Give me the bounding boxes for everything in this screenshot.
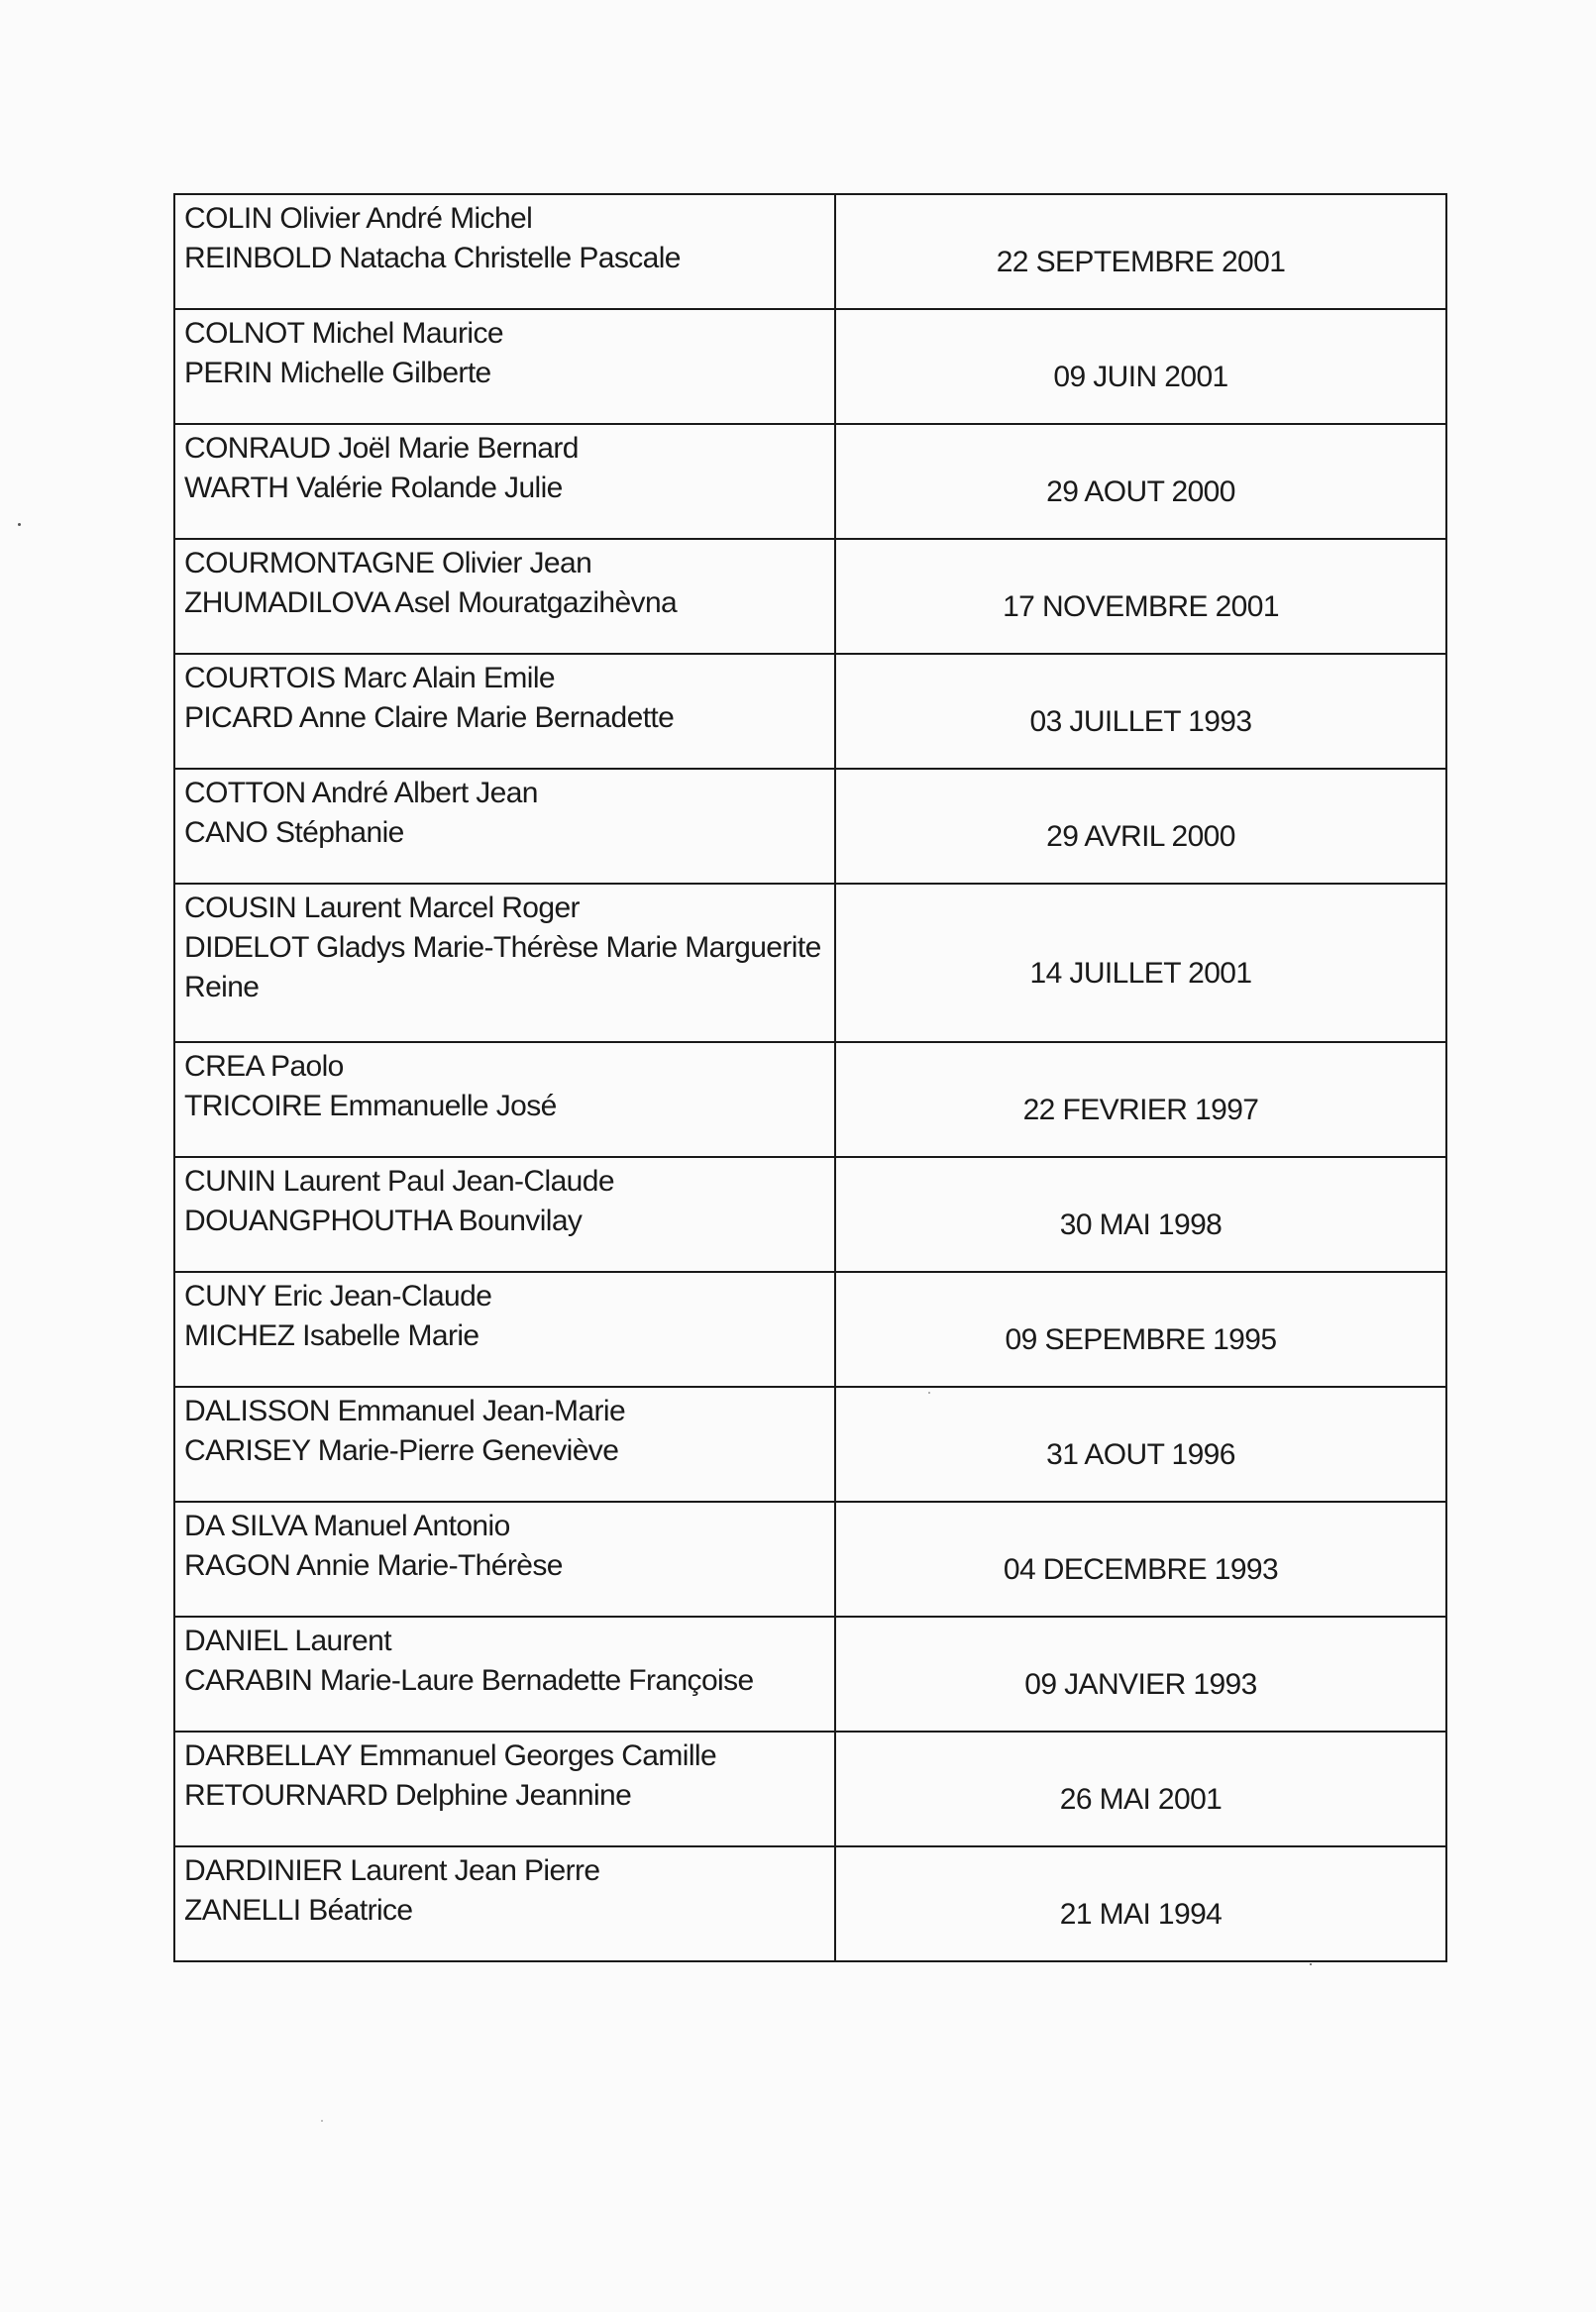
- marriage-date-cell: [835, 1157, 1446, 1272]
- marriage-date: 26 MAI 2001: [1059, 1783, 1223, 1816]
- spouse-1-name: CONRAUD Joël Marie Bernard: [184, 432, 579, 465]
- marriage-date-cell: [835, 654, 1446, 769]
- spouse-1-name: COURTOIS Marc Alain Emile: [184, 662, 555, 694]
- spouses-names-cell: [174, 194, 835, 309]
- spouse-2-name: MICHEZ Isabelle Marie: [184, 1319, 479, 1352]
- spouse-2-name: ZHUMADILOVA Asel Mouratgazihèvna: [184, 586, 678, 619]
- scan-speck: [321, 2120, 323, 2122]
- marriage-date: 29 AOUT 2000: [1046, 475, 1235, 508]
- spouse-1-name: CUNY Eric Jean-Claude: [184, 1280, 492, 1313]
- spouse-2-name: PICARD Anne Claire Marie Bernadette: [184, 701, 675, 734]
- marriage-date-cell: [835, 884, 1446, 1042]
- spouse-2-name: PERIN Michelle Gilberte: [184, 357, 491, 389]
- marriage-date-cell: [835, 1502, 1446, 1617]
- spouse-2-name: RAGON Annie Marie-Thérèse: [184, 1549, 563, 1582]
- spouse-1-name: COTTON André Albert Jean: [184, 777, 538, 809]
- registry-row: [174, 769, 1446, 884]
- spouse-2-name: DIDELOT Gladys Marie-Thérèse Marie Marguerite: [184, 931, 821, 964]
- spouse-1-name: COLIN Olivier André Michel: [184, 202, 533, 235]
- spouse-1-name: CREA Paolo: [184, 1050, 344, 1083]
- spouse-2-name: DOUANGPHOUTHA Bounvilay: [184, 1205, 583, 1237]
- marriage-date: 14 JUILLET 2001: [1029, 957, 1252, 990]
- registry-row: [174, 1157, 1446, 1272]
- registry-body: [174, 194, 1446, 1961]
- spouses-names-cell: [174, 1617, 835, 1732]
- spouse-2-name: CANO Stéphanie: [184, 816, 404, 849]
- spouse-2-name: CARISEY Marie-Pierre Geneviève: [184, 1434, 619, 1467]
- marriage-date: 30 MAI 1998: [1059, 1209, 1223, 1241]
- spouse-1-name: COURMONTAGNE Olivier Jean: [184, 547, 592, 579]
- registry-row: [174, 1846, 1446, 1961]
- marriage-date-cell: [835, 1272, 1446, 1387]
- spouses-names-cell: [174, 539, 835, 654]
- registry-row: [174, 1502, 1446, 1617]
- marriage-date: 31 AOUT 1996: [1046, 1438, 1235, 1471]
- marriage-date-cell: [835, 1387, 1446, 1502]
- registry-row: [174, 1732, 1446, 1846]
- marriage-date: 29 AVRIL 2000: [1046, 820, 1235, 853]
- marriage-date: 22 FEVRIER 1997: [1022, 1094, 1259, 1126]
- marriage-date-cell: [835, 539, 1446, 654]
- spouses-names-cell: [174, 1387, 835, 1502]
- registry-row: [174, 654, 1446, 769]
- marriage-date: 09 JANVIER 1993: [1024, 1668, 1257, 1701]
- marriage-date: 09 SEPEMBRE 1995: [1005, 1323, 1277, 1356]
- spouses-names-cell: [174, 1042, 835, 1157]
- registry-row: [174, 424, 1446, 539]
- spouses-names-cell: [174, 1157, 835, 1272]
- registry-row: [174, 1272, 1446, 1387]
- registry-row: [174, 884, 1446, 1042]
- marriage-date-cell: [835, 1732, 1446, 1846]
- marriage-date-cell: [835, 1846, 1446, 1961]
- marriage-date-cell: [835, 309, 1446, 424]
- spouse-2-name: ZANELLI Béatrice: [184, 1894, 413, 1927]
- spouse-2-name: CARABIN Marie-Laure Bernadette Françoise: [184, 1664, 754, 1697]
- spouse-1-name: DALISSON Emmanuel Jean-Marie: [184, 1395, 626, 1427]
- scan-speck: [928, 1392, 930, 1394]
- spouses-names-cell: [174, 309, 835, 424]
- spouses-names-cell: [174, 1846, 835, 1961]
- registry-row: [174, 1617, 1446, 1732]
- marriage-date: 04 DECEMBRE 1993: [1003, 1553, 1279, 1586]
- spouse-1-name: COUSIN Laurent Marcel Roger: [184, 892, 580, 924]
- spouses-names-cell: [174, 654, 835, 769]
- marriage-date: 09 JUIN 2001: [1053, 361, 1228, 393]
- registry-row: [174, 1042, 1446, 1157]
- spouse-2-name: REINBOLD Natacha Christelle Pascale: [184, 242, 681, 274]
- name-continuation: Reine: [184, 971, 260, 1003]
- spouse-1-name: DARDINIER Laurent Jean Pierre: [184, 1854, 600, 1887]
- spouses-names-cell: [174, 884, 835, 1042]
- scan-speck: [18, 523, 21, 526]
- spouse-1-name: DARBELLAY Emmanuel Georges Camille: [184, 1739, 717, 1772]
- spouse-1-name: CUNIN Laurent Paul Jean-Claude: [184, 1165, 614, 1198]
- spouses-names-cell: [174, 424, 835, 539]
- registry-row: [174, 539, 1446, 654]
- spouse-1-name: COLNOT Michel Maurice: [184, 317, 503, 350]
- marriage-date: 17 NOVEMBRE 2001: [1003, 590, 1279, 623]
- registry-row: [174, 1387, 1446, 1502]
- spouse-1-name: DA SILVA Manuel Antonio: [184, 1510, 510, 1542]
- spouses-names-cell: [174, 769, 835, 884]
- marriage-date-cell: [835, 1042, 1446, 1157]
- marriage-date: 03 JUILLET 1993: [1029, 705, 1252, 738]
- marriage-date: 22 SEPTEMBRE 2001: [996, 246, 1286, 278]
- spouse-2-name: TRICOIRE Emmanuelle José: [184, 1090, 557, 1122]
- marriage-registry-table: [173, 193, 1447, 1962]
- spouses-names-cell: [174, 1732, 835, 1846]
- registry-row: [174, 194, 1446, 309]
- registry-row: [174, 309, 1446, 424]
- marriage-date-cell: [835, 194, 1446, 309]
- spouses-names-cell: [174, 1272, 835, 1387]
- marriage-date: 21 MAI 1994: [1059, 1898, 1223, 1931]
- spouse-2-name: RETOURNARD Delphine Jeannine: [184, 1779, 632, 1812]
- spouses-names-cell: [174, 1502, 835, 1617]
- marriage-date-cell: [835, 769, 1446, 884]
- scan-speck: [1310, 1963, 1312, 1965]
- marriage-date-cell: [835, 424, 1446, 539]
- spouse-2-name: WARTH Valérie Rolande Julie: [184, 472, 563, 504]
- spouse-1-name: DANIEL Laurent: [184, 1625, 391, 1657]
- marriage-date-cell: [835, 1617, 1446, 1732]
